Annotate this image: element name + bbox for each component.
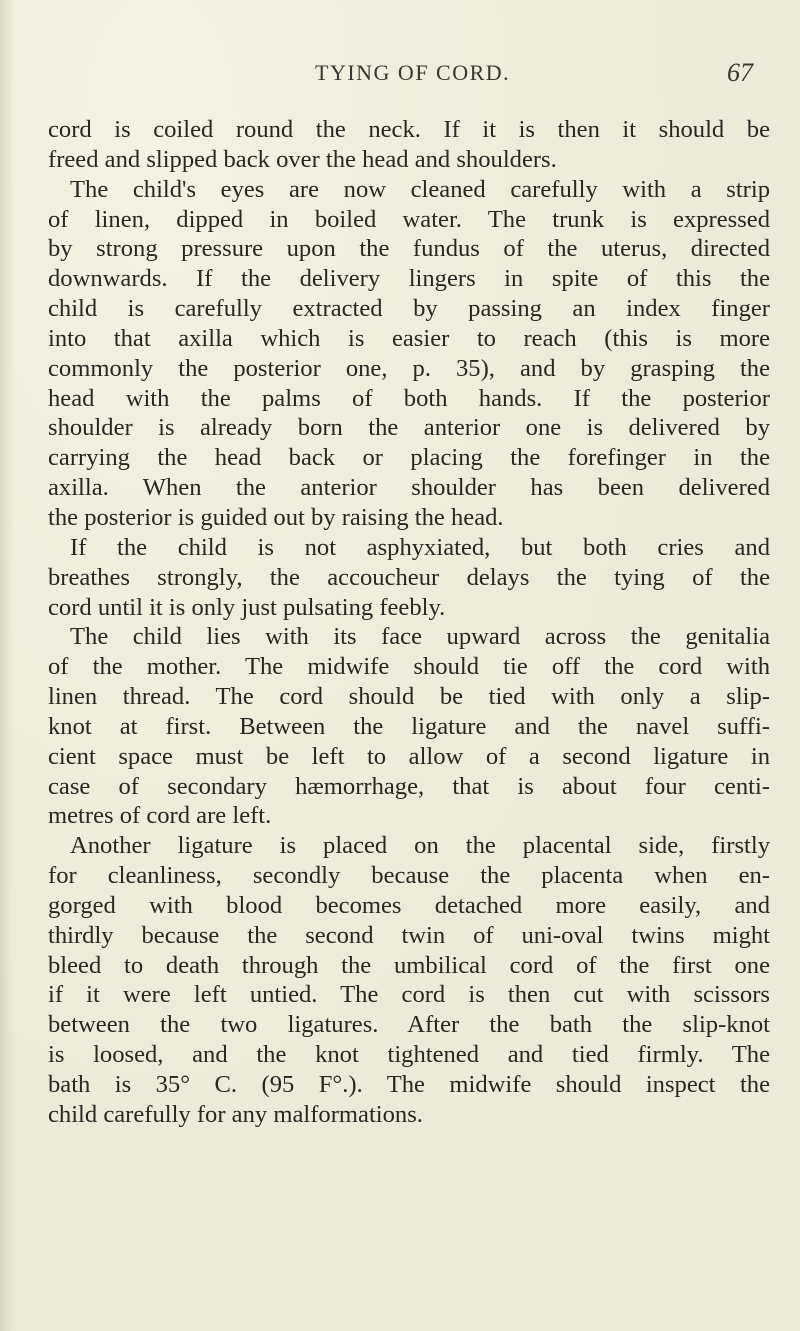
page-edge-shadow (0, 0, 14, 1331)
text-line: child is carefully extracted by passing an index finger (48, 295, 770, 323)
text-line: downwards. If the delivery lingers in spite of this the (48, 265, 770, 293)
text-line: commonly the posterior one, p. 35), and by grasping the (48, 354, 770, 382)
text-line: freed and slipped back over the head and shoulders. (48, 145, 557, 173)
text-line: metres of cord are left. (48, 802, 272, 830)
text-line: thirdly because the second twin of uni-oval twins might (48, 921, 770, 949)
text-line: into that axilla which is easier to reach (this is more (48, 324, 770, 352)
page-number: 67 (727, 58, 753, 87)
text-line: by strong pressure upon the fundus of the uterus, directed (48, 235, 770, 263)
running-head (0, 60, 800, 100)
text-line: Another ligature is placed on the placental side, firstly (70, 832, 770, 860)
text-line: bleed to death through the umbilical cord of the first one (48, 951, 770, 979)
text-line: head with the palms of both hands. If the posterior (48, 384, 770, 412)
text-line: of the mother. The midwife should tie off the cord with (48, 653, 770, 681)
text-line: for cleanliness, secondly because the placenta when en- (48, 862, 770, 890)
text-line: carrying the head back or placing the forefinger in the (48, 444, 770, 472)
text-line: The child lies with its face upward across the genitalia (70, 623, 770, 651)
text-line: axilla. When the anterior shoulder has been delivered (48, 474, 770, 502)
text-line: the posterior is guided out by raising the head. (48, 503, 504, 531)
running-title: TYING OF CORD. (315, 60, 511, 85)
text-line: breathes strongly, the accoucheur delays the tying of the (48, 563, 770, 591)
text-line: child carefully for any malformations. (48, 1100, 423, 1128)
text-line: cient space must be left to allow of a second ligature in (48, 742, 770, 770)
text-line: is loosed, and the knot tightened and tied firmly. The (48, 1041, 770, 1069)
text-line: case of secondary hæmorrhage, that is about four centi- (48, 772, 770, 800)
text-line: cord until it is only just pulsating feebly. (48, 593, 446, 621)
text-line: If the child is not asphyxiated, but both cries and (70, 533, 770, 561)
text-line: linen thread. The cord should be tied with only a slip- (48, 683, 770, 711)
text-line: gorged with blood becomes detached more easily, and (48, 891, 770, 919)
text-line: of linen, dipped in boiled water. The trunk is expressed (48, 205, 770, 233)
text-line: bath is 35° C. (95 F°.). The midwife should inspect the (48, 1071, 770, 1098)
text-line: cord is coiled round the neck. If it is then it should be (48, 116, 770, 143)
text-line: if it were left untied. The cord is then cut with scissors (48, 981, 770, 1009)
text-line: shoulder is already born the anterior one is delivered by (48, 414, 770, 442)
text-line: The child's eyes are now cleaned carefully with a strip (70, 175, 770, 203)
text-line: knot at first. Between the ligature and the navel suffi- (48, 712, 770, 740)
text-line: between the two ligatures. After the bath the slip-knot (48, 1011, 770, 1039)
body-text (48, 115, 770, 1130)
